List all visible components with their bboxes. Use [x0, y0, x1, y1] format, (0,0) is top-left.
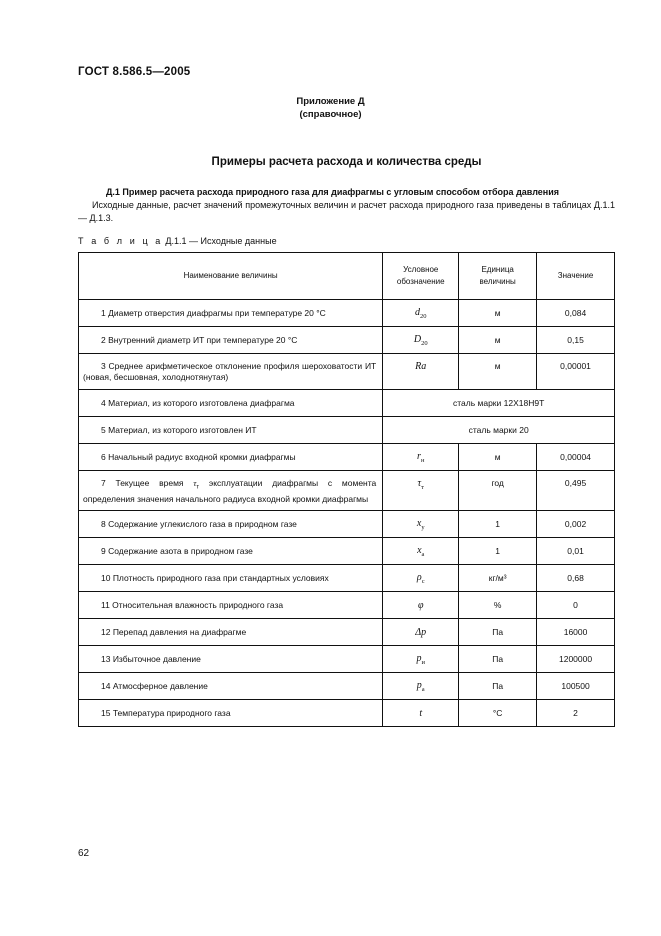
row-symbol: [383, 327, 459, 354]
table-header-row: [79, 253, 615, 300]
table-row: [79, 327, 615, 354]
table-row: [79, 673, 615, 700]
row-symbol: [383, 471, 459, 511]
row-symbol-main: D: [413, 333, 422, 345]
row-symbol-main: r: [417, 450, 421, 462]
row-name-part: эксплуатации диафрагмы с момента определения значения начального радиуса входной кромки диафрагмы: [83, 478, 377, 504]
subsection-text: Исходные данные, расчет значений промежуточных величин и расчет расхода природного газа приведены в таблицах Д.1.1 — Д.1.3.: [78, 200, 615, 223]
row-symbol-main: x: [416, 517, 422, 529]
header-symbol-line2: обозначение: [396, 277, 445, 286]
row-unit: Па: [459, 646, 537, 673]
row-symbol: [383, 565, 459, 592]
row-symbol-main: d: [414, 306, 420, 318]
row-name: 11 Относительная влажность природного газа: [79, 592, 383, 619]
row-name-symbol: τ: [193, 478, 197, 488]
table-caption-label: Т а б л и ц а: [78, 236, 163, 246]
row-symbol: [383, 300, 459, 327]
page-number: 62: [78, 848, 90, 859]
row-value: 0,00001: [537, 354, 615, 390]
row-symbol-main: Δp: [415, 626, 427, 638]
row-name: 5 Материал, из которого изготовлен ИТ: [79, 417, 383, 444]
row-symbol: [383, 646, 459, 673]
row-symbol: [383, 538, 459, 565]
table-row: [79, 619, 615, 646]
row-value: 0,68: [537, 565, 615, 592]
appendix-label: [0, 95, 661, 121]
row-symbol-main: φ: [417, 599, 424, 611]
row-material: сталь марки 12Х18Н9Т: [383, 390, 615, 417]
row-unit: Па: [459, 619, 537, 646]
table-row: [79, 444, 615, 471]
header-unit-line1: Единица: [481, 265, 514, 274]
row-symbol-main: t: [419, 707, 423, 719]
row-unit: м: [459, 444, 537, 471]
row-value: 0,01: [537, 538, 615, 565]
row-symbol: [383, 354, 459, 390]
row-unit: год: [459, 471, 537, 511]
table-row: [79, 471, 615, 511]
table-caption: [78, 236, 277, 246]
row-name: 4 Материал, из которого изготовлена диафрагма: [79, 390, 383, 417]
row-value: 0: [537, 592, 615, 619]
row-name: 9 Содержание азота в природном газе: [79, 538, 383, 565]
row-symbol-main: ρ: [416, 571, 422, 583]
row-name: 6 Начальный радиус входной кромки диафрагмы: [79, 444, 383, 471]
table-row: [79, 592, 615, 619]
row-name-symbol-sub: т: [196, 484, 200, 491]
table-row: [79, 354, 615, 390]
row-symbol-main: Ra: [415, 361, 427, 372]
row-unit: °С: [459, 700, 537, 727]
row-unit: 1: [459, 511, 537, 538]
row-symbol: [383, 700, 459, 727]
table-row: [79, 565, 615, 592]
header-unit: [459, 253, 537, 300]
row-symbol-main: p: [416, 679, 422, 691]
row-unit: м: [459, 327, 537, 354]
row-name: 3 Среднее арифметическое отклонение профиля шероховатости ИТ (новая, бесшовная, холоднотянутая): [79, 354, 383, 390]
subsection: [78, 186, 615, 225]
row-symbol-sub: а: [421, 685, 425, 693]
row-name-part: 7 Текущее время: [101, 478, 194, 488]
header-unit-line2: величины: [479, 277, 516, 286]
table-caption-text: Д.1.1 — Исходные данные: [165, 236, 277, 246]
source-data-table: [78, 252, 615, 727]
table-row: [79, 700, 615, 727]
row-symbol-sub: 20: [419, 312, 427, 320]
row-name: [79, 471, 383, 511]
header-symbol-line1: Условное: [403, 265, 439, 274]
row-value: 100500: [537, 673, 615, 700]
header-symbol: [383, 253, 459, 300]
row-name: 2 Внутренний диаметр ИТ при температуре 20 °С: [79, 327, 383, 354]
table-row: [79, 538, 615, 565]
appendix-subtitle: (справочное): [299, 109, 362, 120]
row-name: 8 Содержание углекислого газа в природном газе: [79, 511, 383, 538]
row-unit: кг/м³: [459, 565, 537, 592]
row-symbol-sub: 20: [421, 339, 428, 347]
row-symbol: [383, 673, 459, 700]
row-symbol-sub: т: [421, 484, 424, 491]
row-unit: %: [459, 592, 537, 619]
row-material: сталь марки 20: [383, 417, 615, 444]
row-symbol: [383, 592, 459, 619]
header-value: Значение: [537, 253, 615, 300]
row-symbol-sub: н: [420, 456, 425, 464]
row-unit: Па: [459, 673, 537, 700]
row-value: 0,495: [537, 471, 615, 511]
row-symbol: [383, 619, 459, 646]
table-row: [79, 300, 615, 327]
table-row: [79, 646, 615, 673]
row-name: 10 Плотность природного газа при стандартных условиях: [79, 565, 383, 592]
table-row: [79, 417, 615, 444]
row-symbol-sub: и: [421, 658, 425, 666]
row-name: 12 Перепад давления на диафрагме: [79, 619, 383, 646]
table-row: [79, 390, 615, 417]
row-symbol-sub: а: [421, 550, 425, 558]
row-symbol: [383, 444, 459, 471]
subsection-heading: Д.1 Пример расчета расхода природного газа для диафрагмы с угловым способом отбора давления: [106, 187, 560, 197]
row-value: 0,00004: [537, 444, 615, 471]
row-name: 13 Избыточное давление: [79, 646, 383, 673]
row-name: 1 Диаметр отверстия диафрагмы при температуре 20 °С: [79, 300, 383, 327]
row-value: 1200000: [537, 646, 615, 673]
row-symbol-main: p: [416, 652, 422, 664]
row-symbol-sub: у: [421, 523, 425, 531]
row-symbol-main: x: [417, 544, 422, 556]
row-value: 0,15: [537, 327, 615, 354]
row-unit: м: [459, 300, 537, 327]
table-row: [79, 511, 615, 538]
row-name: 14 Атмосферное давление: [79, 673, 383, 700]
document-header: ГОСТ 8.586.5—2005: [78, 66, 191, 78]
row-value: 0,002: [537, 511, 615, 538]
row-name: 15 Температура природного газа: [79, 700, 383, 727]
header-name: Наименование величины: [79, 253, 383, 300]
row-symbol-main: τ: [417, 478, 422, 489]
row-unit: м: [459, 354, 537, 390]
row-value: 16000: [537, 619, 615, 646]
row-unit: 1: [459, 538, 537, 565]
appendix-title: Приложение Д: [296, 96, 365, 107]
row-value: 0,084: [537, 300, 615, 327]
row-symbol-sub: с: [421, 577, 425, 585]
row-symbol: [383, 511, 459, 538]
section-title: Примеры расчета расхода и количества среды: [211, 156, 482, 168]
row-value: 2: [537, 700, 615, 727]
